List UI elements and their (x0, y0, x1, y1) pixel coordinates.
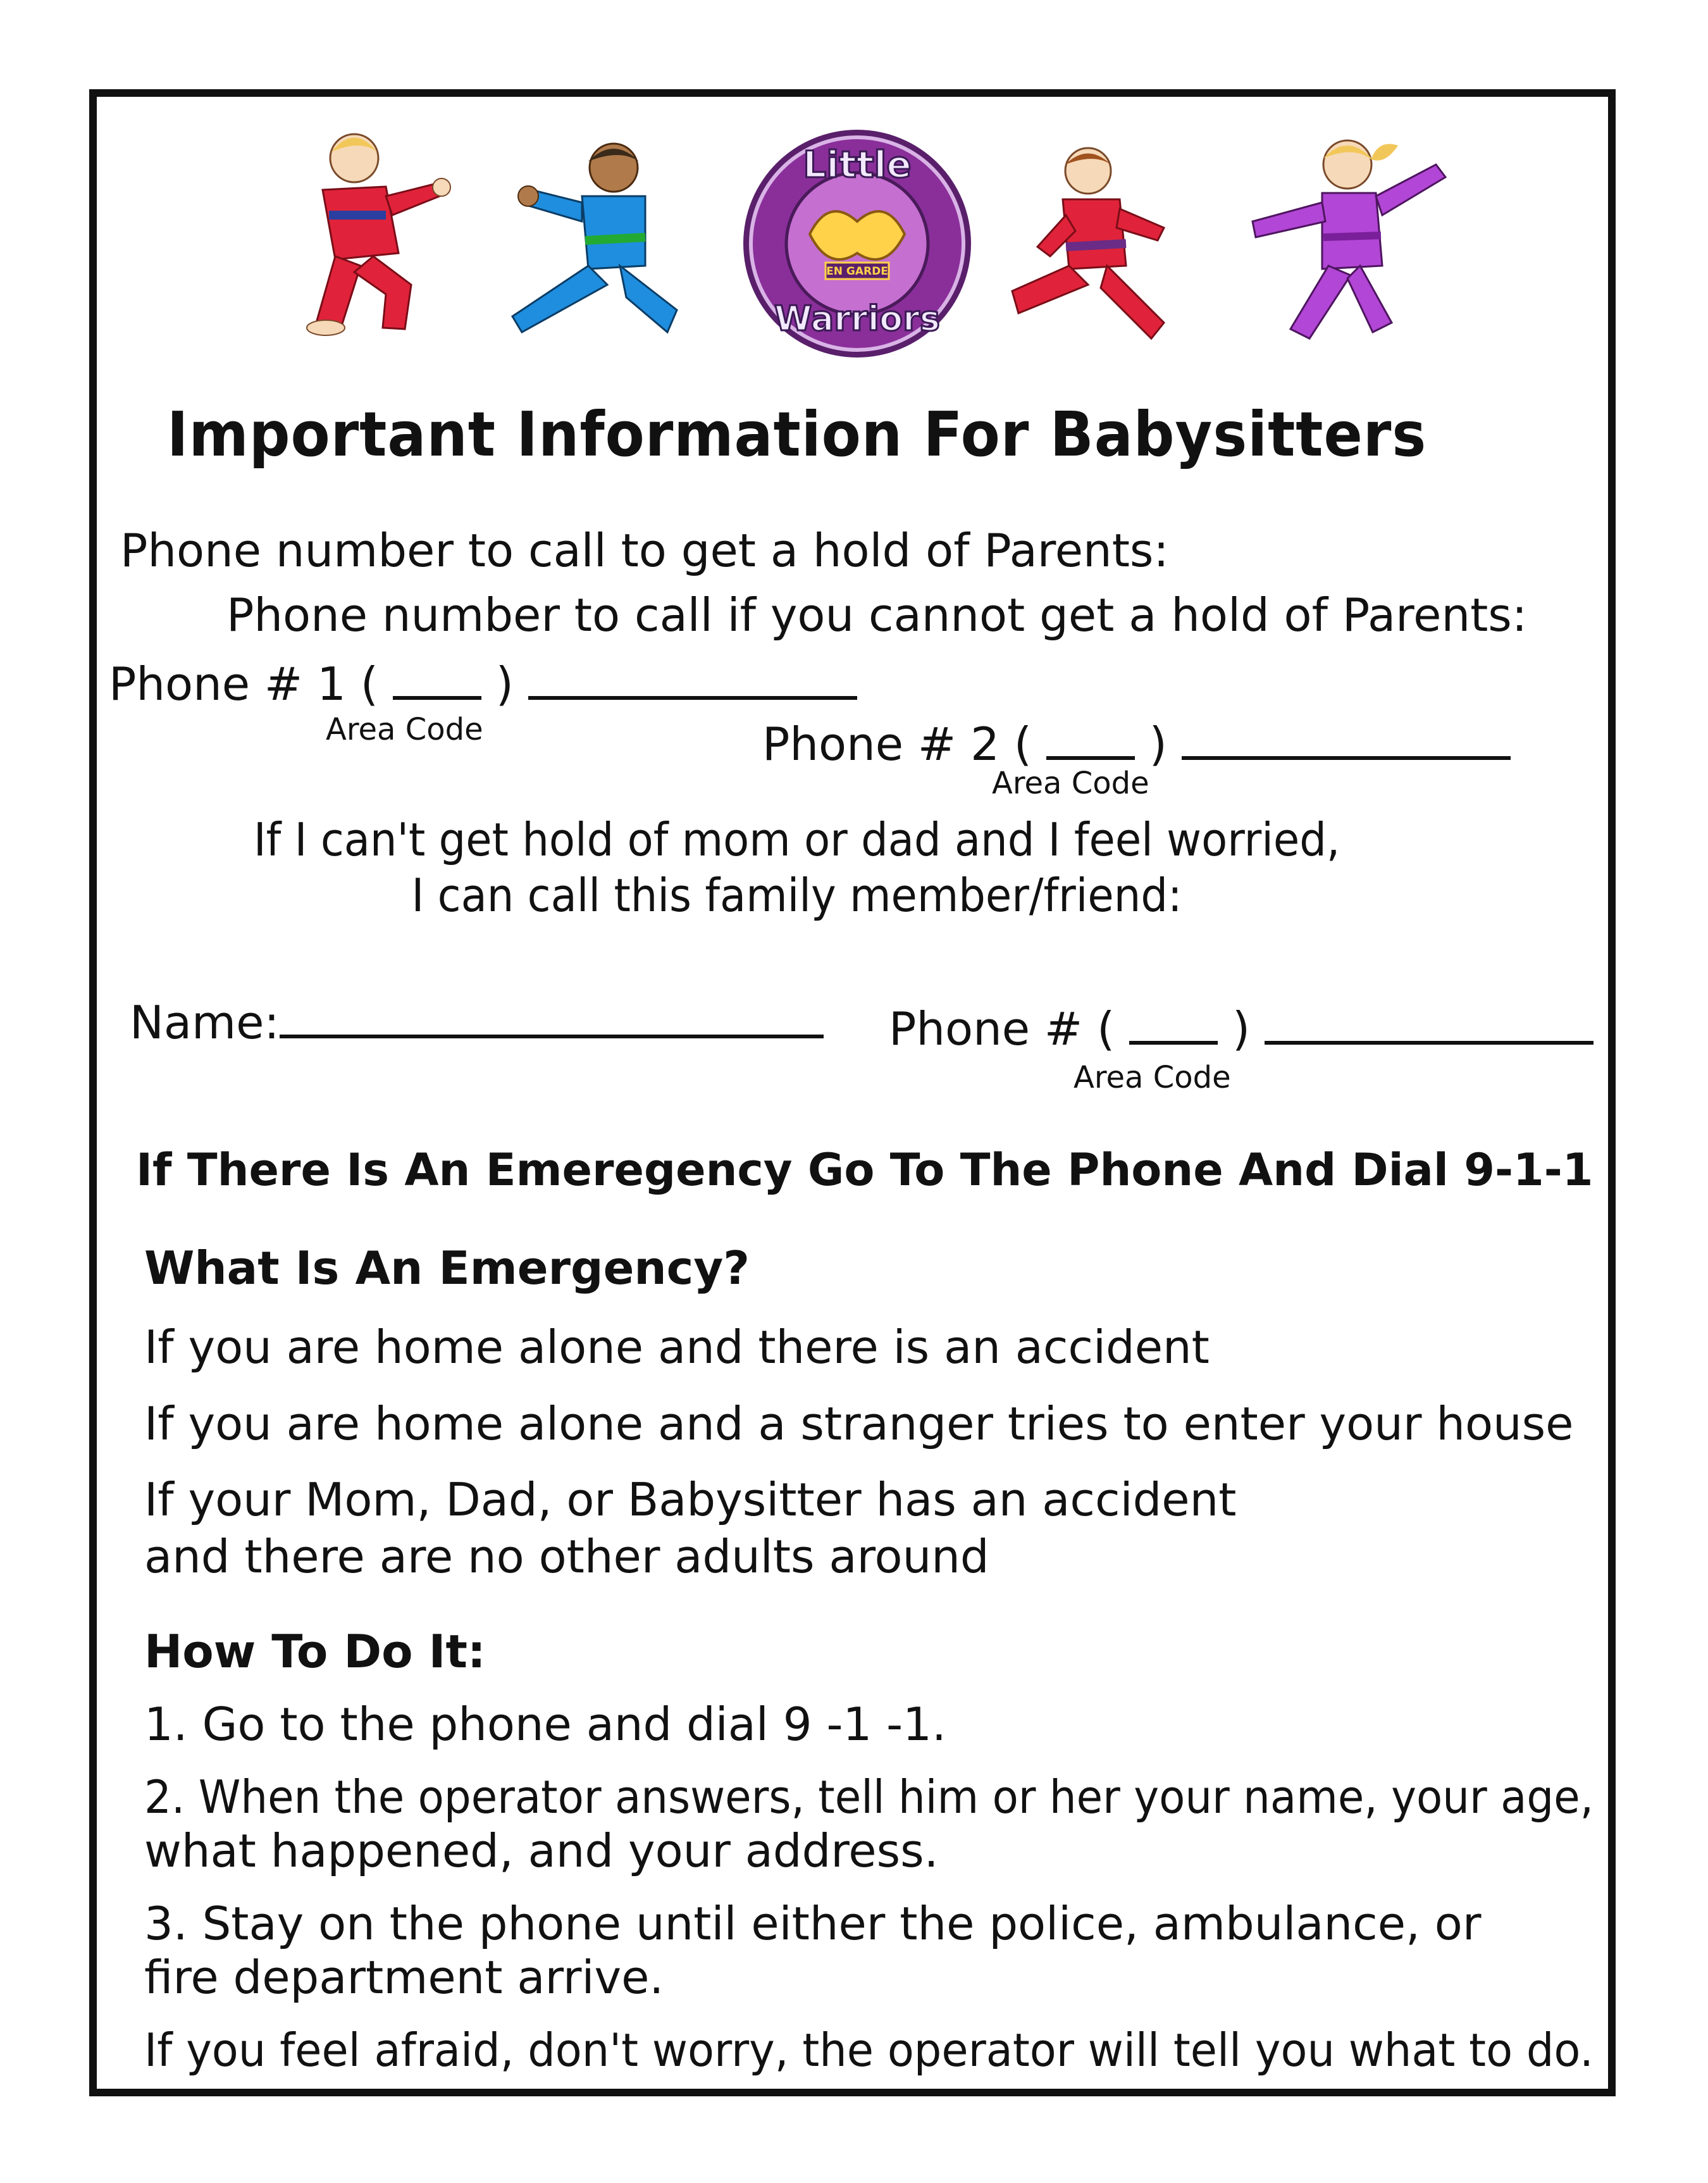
logo-banner-text: EN GARDE (826, 265, 888, 278)
punching-kid-blue-icon (493, 133, 696, 348)
what-is-emergency-heading: What Is An Emergency? (144, 1241, 750, 1295)
phone1-area-code-blank[interactable] (393, 652, 481, 700)
instruction-step: 3. Stay on the phone until either the police, ambulance, or (144, 1897, 1482, 1950)
phone1-number-blank[interactable] (528, 652, 857, 700)
worried-line-1: If I can't get hold of mom or dad and I feel worried, (253, 813, 1340, 866)
friend-phone-field[interactable]: Phone # ( ) (889, 997, 1594, 1055)
emergency-item: If you are home alone and there is an accident (144, 1321, 1210, 1374)
emergency-item: If your Mom, Dad, or Babysitter has an accident (144, 1473, 1237, 1526)
friend-name-label: Name: (130, 996, 280, 1049)
page-title: Important Information For Babysitters (166, 399, 1427, 470)
emergency-heading: If There Is An Emeregency Go To The Phone And Dial 9-1-1 (136, 1144, 1594, 1196)
friend-phone-label: Phone # (889, 1002, 1083, 1055)
phone2-number-blank[interactable] (1182, 712, 1511, 760)
emergency-item: If you are home alone and a stranger tries to enter your house (144, 1397, 1574, 1450)
phone2-label: Phone # 2 (762, 718, 999, 771)
backup-phone-prompt: Phone number to call if you cannot get a hold of Parents: (226, 588, 1528, 642)
reassurance-note: If you feel afraid, don't worry, the operator will tell you what to do. (144, 2024, 1594, 2077)
worried-line-2: I can call this family member/friend: (411, 869, 1182, 922)
logo-top-text: Little (803, 143, 912, 186)
how-to-heading: How To Do It: (144, 1625, 486, 1678)
phone1-field[interactable]: Phone # 1 ( ) (109, 652, 857, 711)
kneeling-kid-red-icon (278, 127, 455, 354)
girl-purple-icon (1227, 127, 1461, 354)
friend-area-code-blank[interactable] (1129, 997, 1218, 1045)
running-kid-red-icon (999, 139, 1189, 354)
emergency-item-continued: and there are no other adults around (144, 1530, 989, 1583)
instruction-step-continued: fire department arrive. (144, 1951, 664, 2004)
phone2-area-code-label: Area Code (992, 766, 1149, 801)
instruction-step: 2. When the operator answers, tell him or her your name, your age, (144, 1770, 1594, 1824)
parents-phone-prompt: Phone number to call to get a hold of Parents: (120, 524, 1169, 577)
logo-bottom-text: Warriors (774, 299, 940, 339)
instruction-step-continued: what happened, and your address. (144, 1824, 939, 1877)
little-warriors-logo (740, 127, 974, 361)
phone1-area-code-label: Area Code (326, 712, 483, 747)
phone2-field[interactable]: Phone # 2 ( ) (762, 712, 1511, 771)
friend-name-blank[interactable] (280, 990, 824, 1038)
friend-number-blank[interactable] (1265, 997, 1594, 1045)
friend-name-field[interactable] (130, 990, 824, 1049)
phone2-area-code-blank[interactable] (1046, 712, 1135, 760)
friend-area-code-label: Area Code (1074, 1060, 1231, 1095)
phone1-label: Phone # 1 (109, 657, 346, 711)
instruction-step: 1. Go to the phone and dial 9 -1 -1. (144, 1698, 946, 1751)
